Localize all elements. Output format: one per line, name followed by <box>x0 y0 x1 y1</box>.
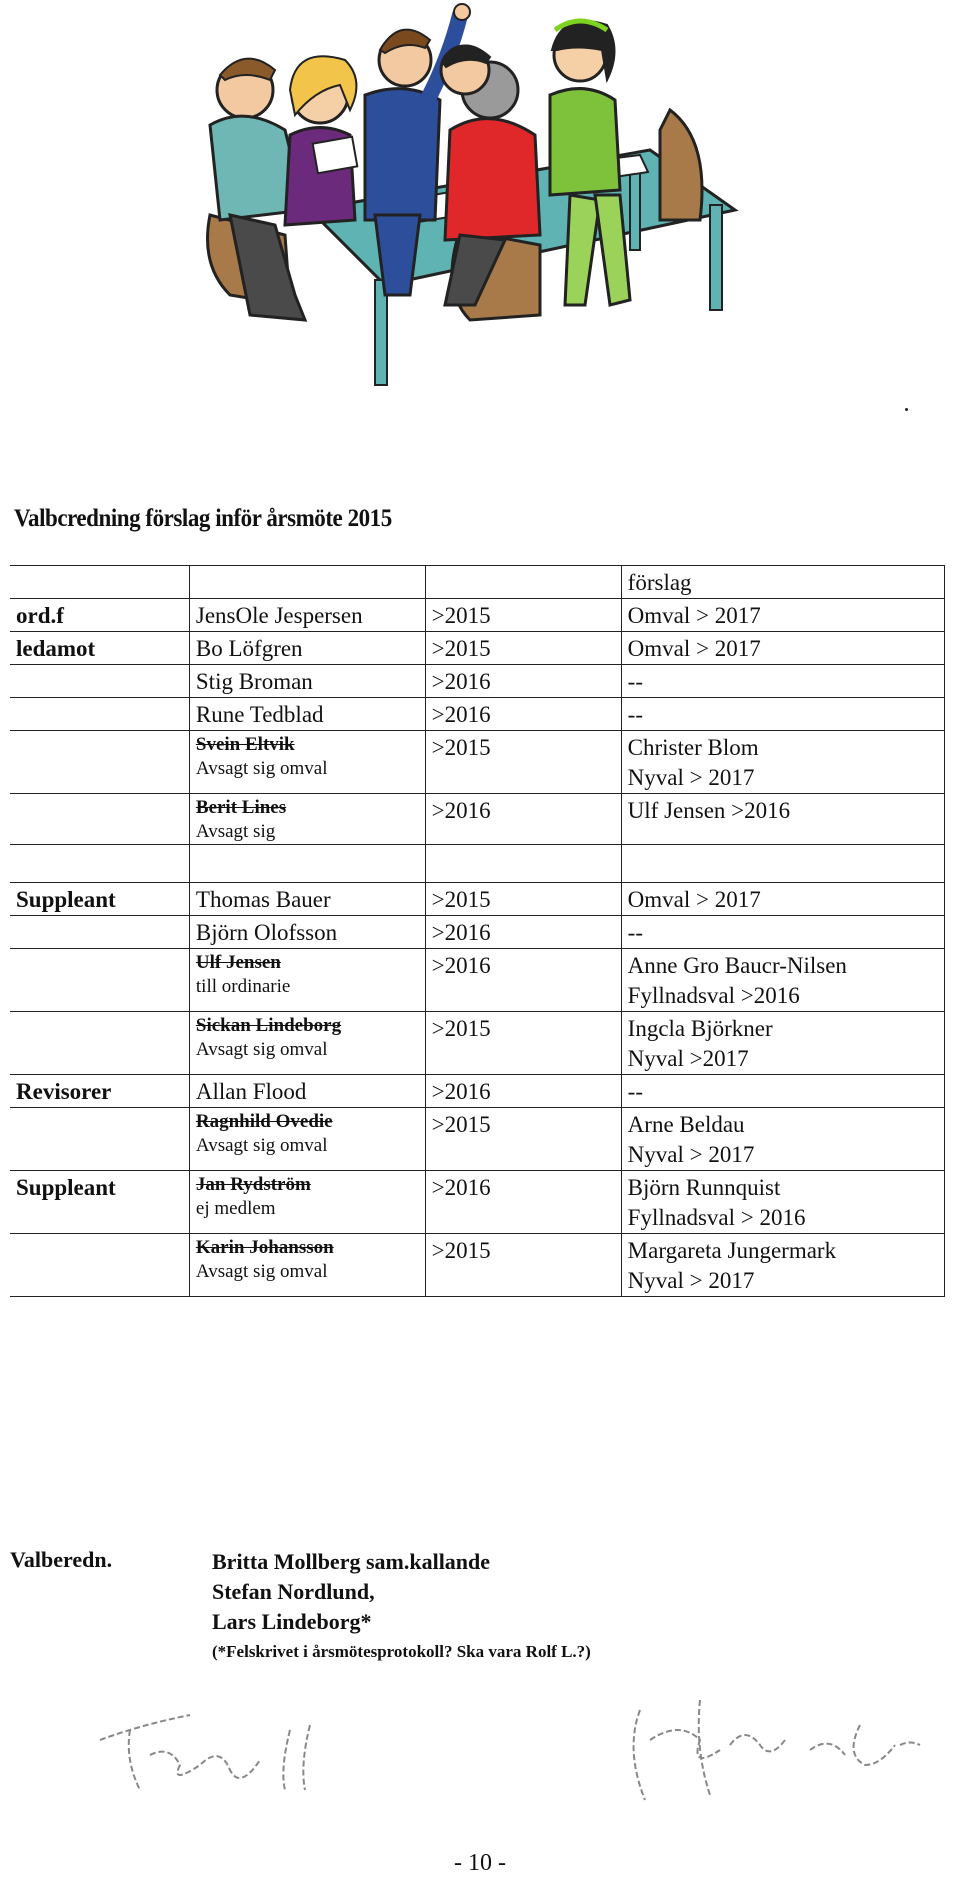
struck-name: Sickan Lindeborg <box>195 1015 342 1036</box>
name-cell <box>189 1171 425 1234</box>
role-cell: Suppleant <box>10 1171 189 1234</box>
member-name: Rune Tedblad <box>195 702 324 727</box>
proposal-cell <box>621 698 944 731</box>
table-row <box>10 731 945 794</box>
role-cell <box>10 1012 189 1075</box>
member-note: Avsagt sig omval <box>195 1261 328 1282</box>
proposal-text: Ulf Jensen >2016 <box>627 798 791 823</box>
name-cell <box>189 794 425 845</box>
member-name: Allan Flood <box>195 1079 307 1104</box>
table-row <box>10 845 945 883</box>
table-row <box>10 949 945 1012</box>
struck-name: Berit Lines <box>195 797 287 818</box>
proposal-cell <box>621 632 944 665</box>
name-cell <box>189 845 425 883</box>
proposal-text: -- <box>627 669 643 694</box>
name-cell <box>189 1234 425 1297</box>
struck-name: Ragnhild Ovedie <box>195 1111 333 1132</box>
name-cell <box>189 916 425 949</box>
stray-dot <box>905 408 908 411</box>
term-cell: >2015 <box>425 632 621 665</box>
member-note: Avsagt sig omval <box>195 1039 328 1060</box>
proposal-cell <box>621 949 944 1012</box>
proposal-text: Margareta Jungermark <box>627 1238 837 1263</box>
proposal-detail: Nyval > 2017 <box>627 1142 755 1167</box>
term-cell: >2015 <box>425 883 621 916</box>
meeting-illustration <box>190 0 750 395</box>
term-cell: >2015 <box>425 1234 621 1297</box>
proposal-cell <box>621 599 944 632</box>
name-cell <box>189 1075 425 1108</box>
proposal-cell <box>621 794 944 845</box>
term-cell: >2016 <box>425 794 621 845</box>
proposal-detail: Fyllnadsval >2016 <box>627 983 800 1008</box>
member-name: Thomas Bauer <box>195 887 331 912</box>
header-cell <box>189 566 425 599</box>
member-note: Avsagt sig omval <box>195 758 328 779</box>
member-footnote: (*Felskrivet i årsmötesprotokoll? Ska vara Rolf L.?) <box>212 1642 591 1661</box>
proposal-text: Omval > 2017 <box>627 636 761 661</box>
document-title: Valbcredning förslag inför årsmöte 2015 <box>14 505 392 532</box>
proposal-cell <box>621 845 944 883</box>
proposal-cell <box>621 883 944 916</box>
role-cell <box>10 698 189 731</box>
proposal-cell <box>621 1075 944 1108</box>
table-row <box>10 1108 945 1171</box>
name-cell <box>189 731 425 794</box>
header-cell <box>425 566 621 599</box>
table-row <box>10 665 945 698</box>
member-name: Lars Lindeborg* <box>212 1609 372 1634</box>
nomination-table <box>10 565 945 1297</box>
term-cell: >2016 <box>425 949 621 1012</box>
term-cell: >2016 <box>425 665 621 698</box>
role-cell <box>10 665 189 698</box>
term-cell: >2015 <box>425 731 621 794</box>
member-note: till ordinarie <box>195 976 291 997</box>
table-row <box>10 794 945 845</box>
table-row <box>10 1234 945 1297</box>
signature-right <box>610 1690 930 1810</box>
proposal-detail: Nyval >2017 <box>627 1046 749 1071</box>
name-cell <box>189 665 425 698</box>
proposal-cell <box>621 1108 944 1171</box>
role-cell <box>10 949 189 1012</box>
member-name: Björn Olofsson <box>195 920 338 945</box>
table-header-row <box>10 566 945 599</box>
proposal-text: Arne Beldau <box>627 1112 745 1137</box>
proposal-text: Ingcla Björkner <box>627 1016 773 1041</box>
member-note: Avsagt sig omval <box>195 1135 328 1156</box>
proposal-text: Christer Blom <box>627 735 759 760</box>
role-cell: ord.f <box>10 599 189 632</box>
name-cell <box>189 949 425 1012</box>
member-note: Avsagt sig <box>195 821 276 842</box>
term-cell: >2015 <box>425 599 621 632</box>
name-cell <box>189 883 425 916</box>
term-cell: >2016 <box>425 698 621 731</box>
role-cell <box>10 1234 189 1297</box>
name-cell <box>189 1012 425 1075</box>
table-row <box>10 916 945 949</box>
table-row <box>10 698 945 731</box>
table-row <box>10 599 945 632</box>
proposal-detail: Nyval > 2017 <box>627 1268 755 1293</box>
term-cell <box>425 845 621 883</box>
role-cell: Revisorer <box>10 1075 189 1108</box>
name-cell <box>189 698 425 731</box>
table-row <box>10 1012 945 1075</box>
proposal-cell <box>621 731 944 794</box>
role-cell: Suppleant <box>10 883 189 916</box>
member-name: Bo Löfgren <box>195 636 303 661</box>
proposal-text: Björn Runnquist <box>627 1175 781 1200</box>
page-number: - 10 - <box>454 1850 506 1876</box>
proposal-cell <box>621 1012 944 1075</box>
term-cell: >2015 <box>425 1108 621 1171</box>
proposal-detail: Fyllnadsval > 2016 <box>627 1205 806 1230</box>
role-cell <box>10 916 189 949</box>
table-row <box>10 1171 945 1234</box>
header-cell <box>10 566 189 599</box>
proposal-cell <box>621 665 944 698</box>
proposal-text: Omval > 2017 <box>627 603 761 628</box>
member-name: Britta Mollberg sam.kallande <box>212 1549 491 1574</box>
term-cell: >2016 <box>425 916 621 949</box>
proposal-cell <box>621 1234 944 1297</box>
proposal-text: Omval > 2017 <box>627 887 761 912</box>
proposal-text: -- <box>627 1079 643 1104</box>
member-name: Stig Broman <box>195 669 313 694</box>
valberedning-label: Valberedn. <box>10 1547 113 1572</box>
valberedning-members <box>212 1547 591 1667</box>
member-name: JensOle Jespersen <box>195 603 363 628</box>
role-cell: ledamot <box>10 632 189 665</box>
proposal-text: -- <box>627 920 643 945</box>
member-note: ej medlem <box>195 1198 276 1219</box>
table-row <box>10 1075 945 1108</box>
name-cell <box>189 1108 425 1171</box>
name-cell <box>189 632 425 665</box>
term-cell: >2016 <box>425 1075 621 1108</box>
struck-name: Svein Eltvik <box>195 734 295 755</box>
term-cell: >2016 <box>425 1171 621 1234</box>
role-cell <box>10 1108 189 1171</box>
proposal-detail: Nyval > 2017 <box>627 765 755 790</box>
table-row <box>10 632 945 665</box>
role-cell <box>10 845 189 883</box>
term-cell: >2015 <box>425 1012 621 1075</box>
member-name: Stefan Nordlund, <box>212 1579 375 1604</box>
name-cell <box>189 599 425 632</box>
struck-name: Jan Rydström <box>195 1174 311 1195</box>
struck-name: Ulf Jensen <box>195 952 281 973</box>
proposal-cell <box>621 1171 944 1234</box>
proposal-text: Anne Gro Baucr-Nilsen <box>627 953 847 978</box>
signature-left <box>90 1700 390 1820</box>
proposal-text: -- <box>627 702 643 727</box>
table-row <box>10 883 945 916</box>
struck-name: Karin Johansson <box>195 1237 334 1258</box>
role-cell <box>10 731 189 794</box>
role-cell <box>10 794 189 845</box>
header-cell-forslag: förslag <box>621 566 944 599</box>
proposal-cell <box>621 916 944 949</box>
